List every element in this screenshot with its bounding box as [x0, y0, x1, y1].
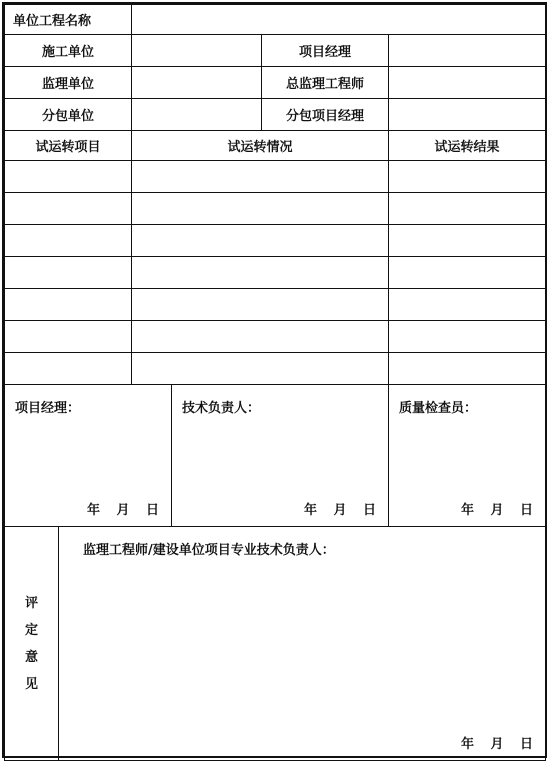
- row-evaluation: [5, 527, 546, 761]
- signature-date: 年 月 日: [303, 503, 377, 518]
- row-supervision-unit: [5, 67, 546, 99]
- cell-situation[interactable]: [132, 161, 389, 193]
- value-subcontract-unit[interactable]: [132, 99, 262, 131]
- signature-date: 年 月 日: [86, 503, 160, 518]
- signature-qc-inspector-label: 质量检查员：: [399, 401, 478, 416]
- cell-item[interactable]: [5, 193, 132, 225]
- row-column-headers: [5, 131, 546, 161]
- value-sub-project-manager[interactable]: [389, 99, 546, 131]
- value-construction-unit[interactable]: [132, 35, 262, 67]
- form-table: [4, 4, 546, 761]
- label-subcontract-unit: 分包单位: [5, 99, 132, 131]
- signature-project-manager-label: 项目经理：: [15, 401, 81, 416]
- col-header-item: 试运转项目: [5, 131, 132, 161]
- table-row: [5, 353, 546, 385]
- value-chief-supervisor[interactable]: [389, 67, 546, 99]
- col-header-situation: 试运转情况: [132, 131, 389, 161]
- cell-item[interactable]: [5, 225, 132, 257]
- cell-item[interactable]: [5, 321, 132, 353]
- signature-project-manager[interactable]: [5, 385, 172, 527]
- table-row: [5, 289, 546, 321]
- row-unit-project-name: [5, 5, 546, 35]
- cell-situation[interactable]: [132, 257, 389, 289]
- table-row: [5, 193, 546, 225]
- label-project-manager: 项目经理: [262, 35, 389, 67]
- cell-result[interactable]: [389, 161, 546, 193]
- signature-tech-lead[interactable]: [172, 385, 389, 527]
- value-unit-project-name[interactable]: [132, 5, 546, 35]
- cell-item[interactable]: [5, 353, 132, 385]
- label-sub-project-manager: 分包项目经理: [262, 99, 389, 131]
- signature-tech-lead-label: 技术负责人：: [182, 401, 261, 416]
- table-row: [5, 161, 546, 193]
- label-supervision-unit: 监理单位: [5, 67, 132, 99]
- label-unit-project-name: 单位工程名称: [5, 5, 132, 35]
- evaluation-date: 年 月 日: [460, 737, 534, 752]
- row-construction-unit: [5, 35, 546, 67]
- table-row: [5, 225, 546, 257]
- signature-date: 年 月 日: [460, 503, 534, 518]
- cell-situation[interactable]: [132, 225, 389, 257]
- value-project-manager[interactable]: [389, 35, 546, 67]
- cell-result[interactable]: [389, 193, 546, 225]
- evaluation-side-char: 见: [24, 676, 38, 692]
- cell-result[interactable]: [389, 225, 546, 257]
- label-construction-unit: 施工单位: [5, 35, 132, 67]
- cell-situation[interactable]: [132, 289, 389, 321]
- cell-situation[interactable]: [132, 353, 389, 385]
- table-row: [5, 321, 546, 353]
- evaluation-side-char: 评: [24, 595, 38, 611]
- cell-situation[interactable]: [132, 193, 389, 225]
- evaluation-side-label: [5, 527, 59, 761]
- cell-situation[interactable]: [132, 321, 389, 353]
- evaluation-side-char: 定: [24, 622, 38, 638]
- evaluation-signer-label: 监理工程师/建设单位项目专业技术负责人：: [83, 543, 335, 558]
- signature-qc-inspector[interactable]: [389, 385, 546, 527]
- col-header-result: 试运转结果: [389, 131, 546, 161]
- cell-result[interactable]: [389, 321, 546, 353]
- label-chief-supervisor: 总监理工程师: [262, 67, 389, 99]
- cell-item[interactable]: [5, 257, 132, 289]
- table-row: [5, 257, 546, 289]
- evaluation-opinion-area[interactable]: [59, 527, 546, 761]
- row-subcontract-unit: [5, 99, 546, 131]
- cell-result[interactable]: [389, 353, 546, 385]
- cell-result[interactable]: [389, 289, 546, 321]
- trial-run-record-form: [2, 2, 547, 758]
- cell-item[interactable]: [5, 161, 132, 193]
- cell-item[interactable]: [5, 289, 132, 321]
- value-supervision-unit[interactable]: [132, 67, 262, 99]
- cell-result[interactable]: [389, 257, 546, 289]
- row-signatures: [5, 385, 546, 527]
- evaluation-side-char: 意: [24, 649, 38, 665]
